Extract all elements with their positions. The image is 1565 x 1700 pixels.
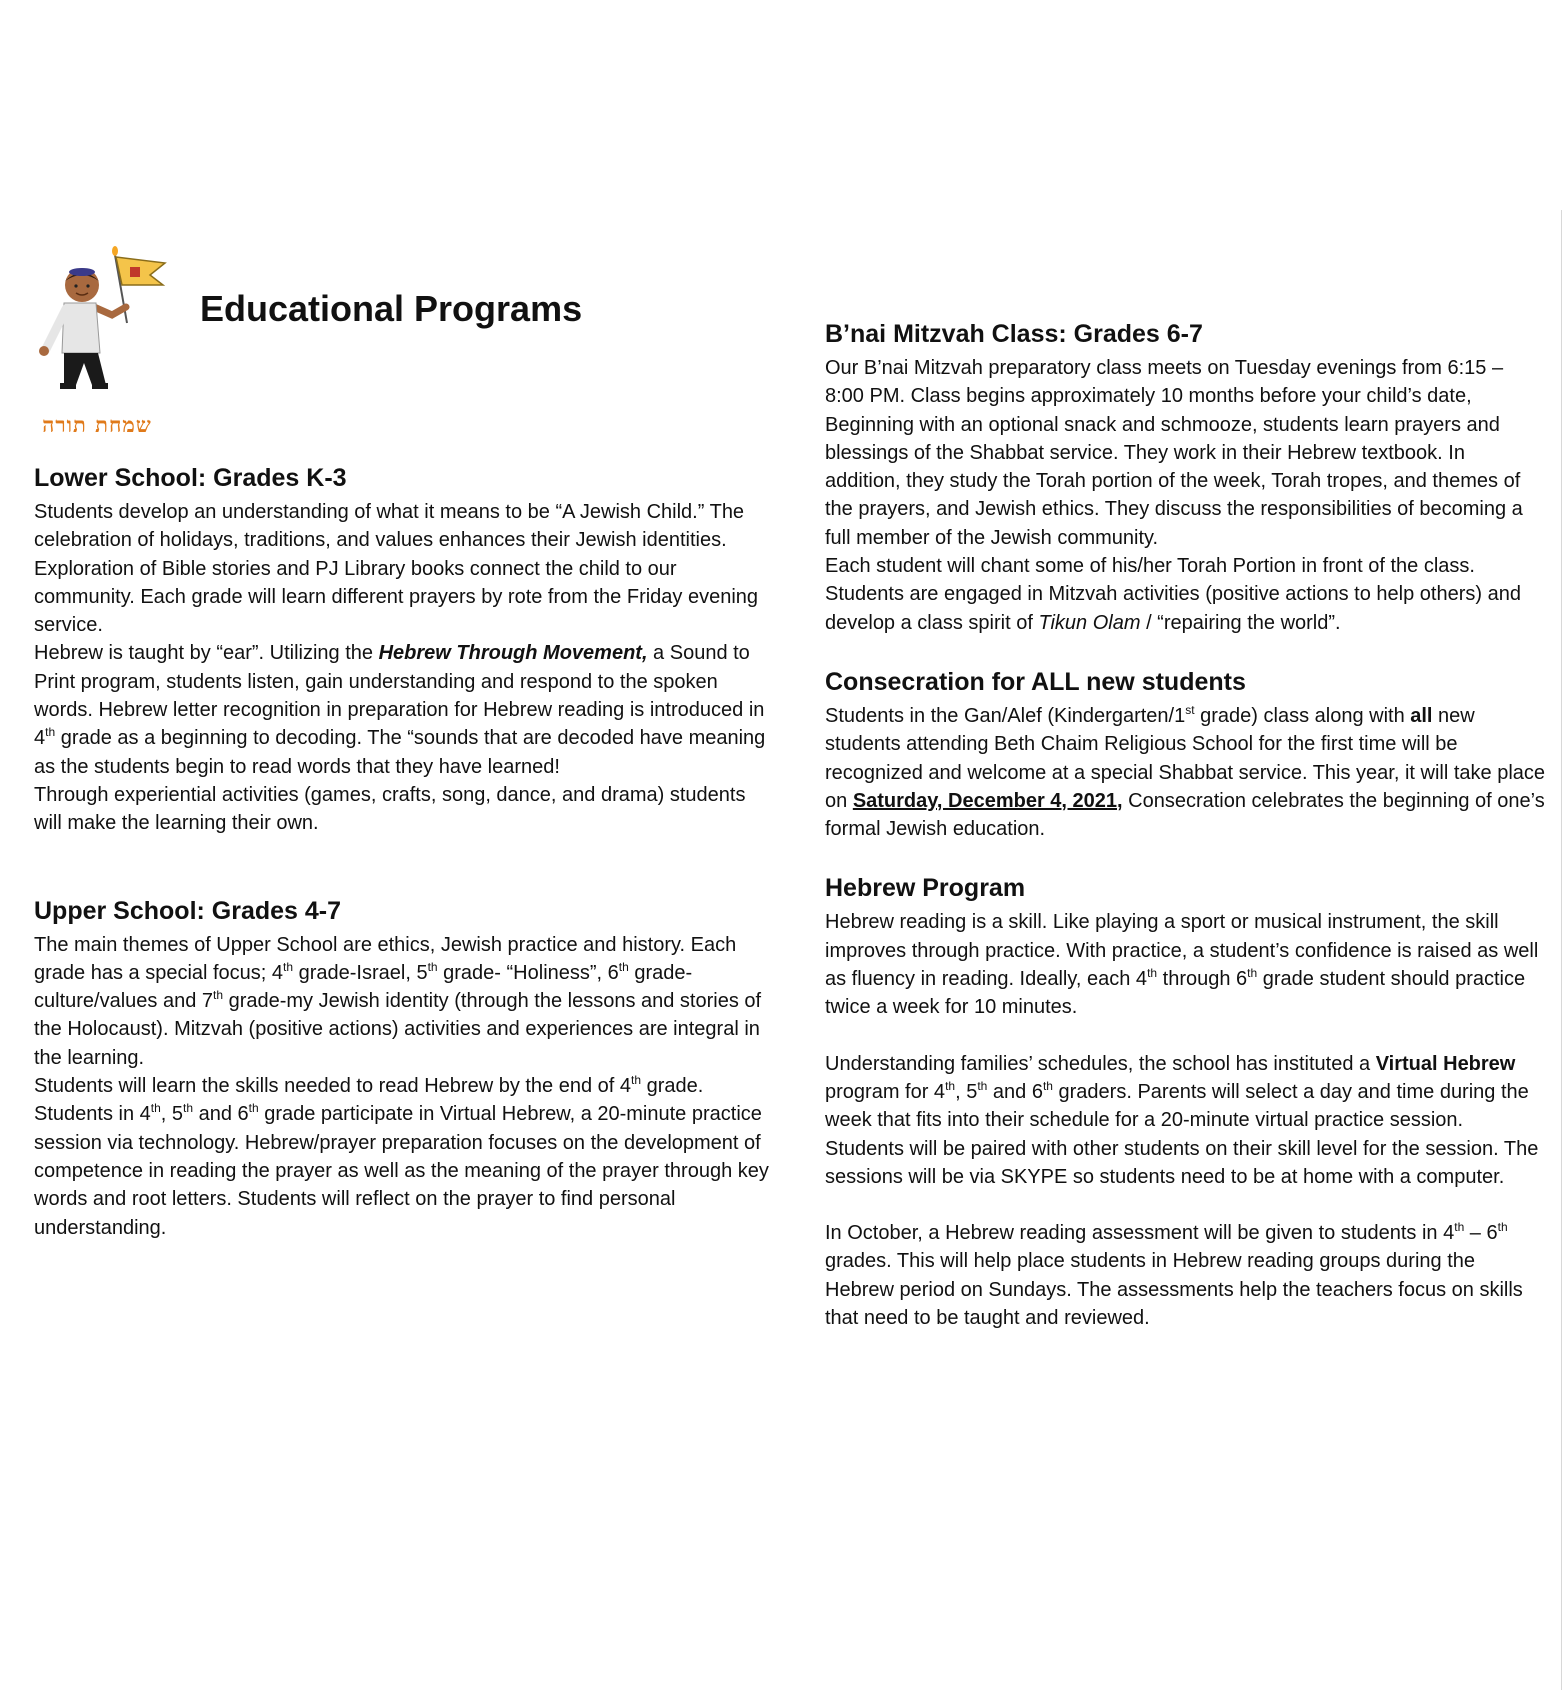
hebrew-program-section	[825, 873, 1545, 1332]
hebrew-caption: שמחת תורה	[42, 412, 152, 437]
hebrew-program-paragraph: Understanding families’ schedules, the school has instituted a Virtual Hebrew program for 4th, 5th and 6th graders. Parents will select a day and time during the week that fits into their schedule for a 20-minute virtual practice session. Students will be paired with other students on their skill level for the session. The sessions will be via SKYPE so students need to be at home with a computer.	[825, 1052, 1539, 1188]
hebrew-program-heading: Hebrew Program	[825, 874, 1026, 903]
hebrew-program-paragraph: In October, a Hebrew reading assessment will be given to students in 4th – 6th grades. This will help place students in Hebrew reading groups during the Hebrew period on Sundays. The assessments help the teachers focus on skills that need to be taught and reviewed.	[825, 1220, 1523, 1330]
flag-icon	[116, 257, 165, 285]
consecration-date: Saturday, December 4, 2021,	[852, 789, 1123, 812]
lower-school-heading: Lower School: Grades K-3	[34, 464, 347, 492]
lower-school-paragraph: Through experiential activities (games, crafts, song, dance, and drama) students will make the learning their own.	[34, 783, 746, 835]
bnai-mitzvah-paragraph: Our B’nai Mitzvah preparatory class meets on Tuesday evenings from 6:15 – 8:00 PM. Class begins approximately 10 months before your child’s date, Beginning with an optional snack and schmooze, students learn prayers and blessings of the Shabbat service. They work in their Hebrew textbook. In addition, they study the Torah portion of the week, Torah tropes, and themes of the prayers, and Jewish ethics. They discuss the responsibilities of becoming a full member of the Jewish community.	[825, 357, 1523, 549]
upper-school-section	[34, 896, 774, 1242]
page-title: Educational Programs	[200, 288, 583, 329]
lower-school-section	[34, 463, 774, 838]
flame-icon	[112, 246, 118, 256]
lower-school-paragraph: Hebrew is taught by “ear”. Utilizing the Hebrew Through Movement, a Sound to Print program, students listen, gain understanding and respond to the spoken words. Hebrew letter recognition in preparation for Hebrew reading is introduced in 4th grade as a beginning to decoding. The “sounds that are decoded have meaning as the students begin to read words that they have learned!	[34, 642, 766, 778]
page-edge-divider	[1561, 210, 1562, 1690]
left-column	[34, 463, 774, 1272]
lower-school-paragraph: Students develop an understanding of what it means to be “A Jewish Child.” The celebration of holidays, traditions, and values enhances their Jewish identities. Exploration of Bible stories and PJ Library books connect the child to our community. Each grade will learn different prayers by rote from the Friday evening service.	[34, 501, 759, 637]
upper-school-paragraph: Students will learn the skills needed to read Hebrew by the end of 4th grade. Students in 4th, 5th and 6th grade participate in Virtual Hebrew, a 20-minute practice session via technology. Hebrew/prayer preparation focuses on the development of competence in reading the prayer as well as the meaning of the prayer through key words and root letters. Students will reflect on the prayer to find personal understanding.	[34, 1073, 769, 1239]
consecration-heading: Consecration for ALL new students	[825, 667, 1246, 696]
boy-with-flag-illustration	[30, 245, 175, 440]
upper-school-heading: Upper School: Grades 4-7	[34, 896, 342, 925]
hebrew-program-paragraph: Hebrew reading is a skill. Like playing a sport or musical instrument, the skill improves through practice. With practice, a student’s confidence is raised as well as fluency in reading. Ideally, each 4th through 6th grade student should practice twice a week for 10 minutes.	[825, 911, 1539, 1019]
upper-school-paragraph: The main themes of Upper School are ethics, Jewish practice and history. Each grade has a special focus; 4th grade-Israel, 5th grade- “Holiness”, 6th grade-culture/values and 7th grade-my Jewish identity (through the lessons and stories of the Holocaust). Mitzvah (positive actions) activities and experiences are integral in the learning.	[34, 933, 762, 1069]
consecration-paragraph: Students in the Gan/Alef (Kindergarten/1st grade) class along with all new students attending Beth Chaim Religious School for the first time will be recognized and welcome at a special Shabbat service. This year, it will take place on Saturday, December 4, 2021, Consecration celebrates the beginning of one’s formal Jewish education.	[825, 702, 1546, 841]
program-name: Hebrew Through Movement,	[378, 642, 648, 665]
consecration-section	[825, 667, 1545, 843]
right-column	[825, 319, 1545, 1362]
bnai-mitzvah-section	[825, 319, 1545, 637]
bnai-mitzvah-paragraph: Each student will chant some of his/her Torah Portion in front of the class. Students are engaged in Mitzvah activities (positive actions to help others) and develop a class spirit of Tikun Olam / “repairing the world”.	[825, 555, 1521, 634]
bnai-mitzvah-heading: B’nai Mitzvah Class: Grades 6-7	[825, 320, 1203, 348]
